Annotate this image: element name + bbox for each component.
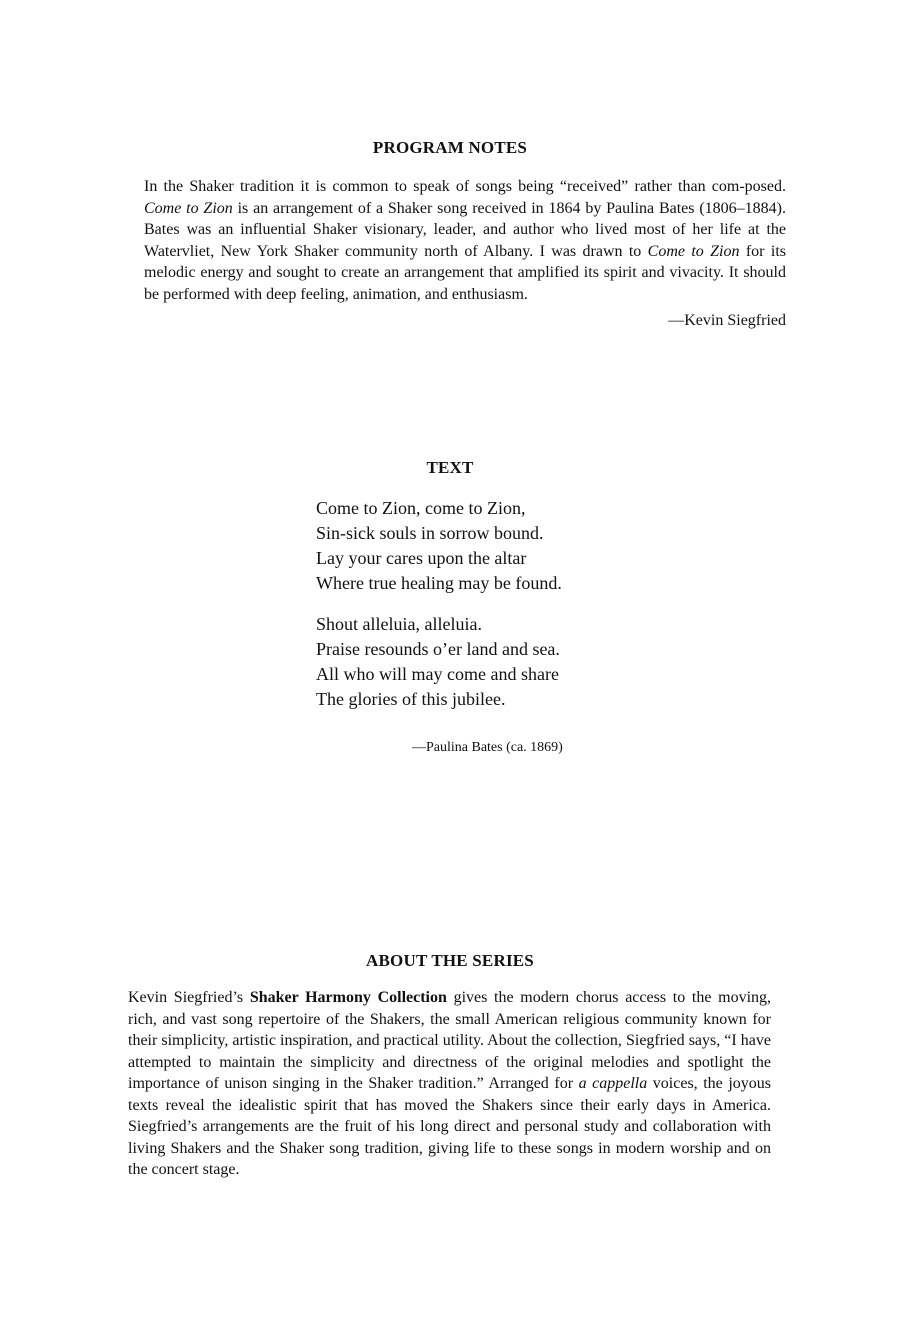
about-series-heading: ABOUT THE SERIES xyxy=(366,951,534,970)
poem-line: Sin-sick souls in sorrow bound. xyxy=(316,523,544,543)
about-text-3: voices, the joyous texts reveal the idealistic spirit that has moved the Shakers since their early days in America. Siegfried’s arrangements are the fruit of his long direct and personal study and collaboration with living Shakers and the Shaker song tradition, giving life to these songs in modern worship and on the concert stage. xyxy=(128,1075,771,1178)
program-notes-heading: PROGRAM NOTES xyxy=(372,138,528,157)
song-title-1: Come to Zion xyxy=(144,199,233,217)
collection-name: Shaker Harmony Collection xyxy=(249,989,447,1006)
program-notes-signature: —Kevin Siegfried xyxy=(668,312,786,329)
poem-line: All who will may come and share xyxy=(316,664,559,684)
poem-line: Come to Zion, come to Zion, xyxy=(316,498,526,518)
song-title-2: Come to Zion xyxy=(647,242,740,260)
poem-line: The glories of this jubilee. xyxy=(316,689,506,709)
about-series-paragraph xyxy=(128,987,771,1181)
poem-stanza-1 xyxy=(316,496,562,596)
poem-line: Shout alleluia, alleluia. xyxy=(316,614,482,634)
a-cappella-term: a cappella xyxy=(578,1075,648,1092)
poem-stanza-2 xyxy=(316,612,560,712)
poem-line: Where true healing may be found. xyxy=(316,573,562,593)
program-notes-text-3: for its melodic energy and sought to create an arrangement that amplified its spirit and vivacity. It should be performed with deep feeling, animation, and enthusiasm. xyxy=(144,242,786,303)
program-notes-paragraph xyxy=(144,176,786,305)
about-text-2: gives the modern chorus access to the moving, rich, and vast song repertoire of the Shakers, the small American religious community known for their simplicity, artistic inspiration, and practical utility. About the collection, Siegfried says, “I have attempted to maintain the simplicity and directness of the original melodies and spotlight the importance of unison singing in the Shaker tradition.” Arranged for xyxy=(128,989,772,1092)
text-heading: TEXT xyxy=(426,458,474,477)
poem-line: Praise resounds o’er land and sea. xyxy=(316,639,560,659)
program-notes-text-2: is an arrangement of a Shaker song received in 1864 by Paulina Bates (1806–1884). Bates was an influential Shaker visionary, leader, and author who lived most of her life at the Watervliet, New York Shaker community north of Albany. I was drawn to xyxy=(144,199,786,260)
poem-attribution: —Paulina Bates (ca. 1869) xyxy=(412,740,563,755)
about-text-1: Kevin Siegfried’s xyxy=(128,989,250,1006)
poem-line: Lay your cares upon the altar xyxy=(316,548,527,568)
program-notes-text-1: In the Shaker tradition it is common to speak of songs being “received” rather than com-posed. xyxy=(144,178,786,195)
